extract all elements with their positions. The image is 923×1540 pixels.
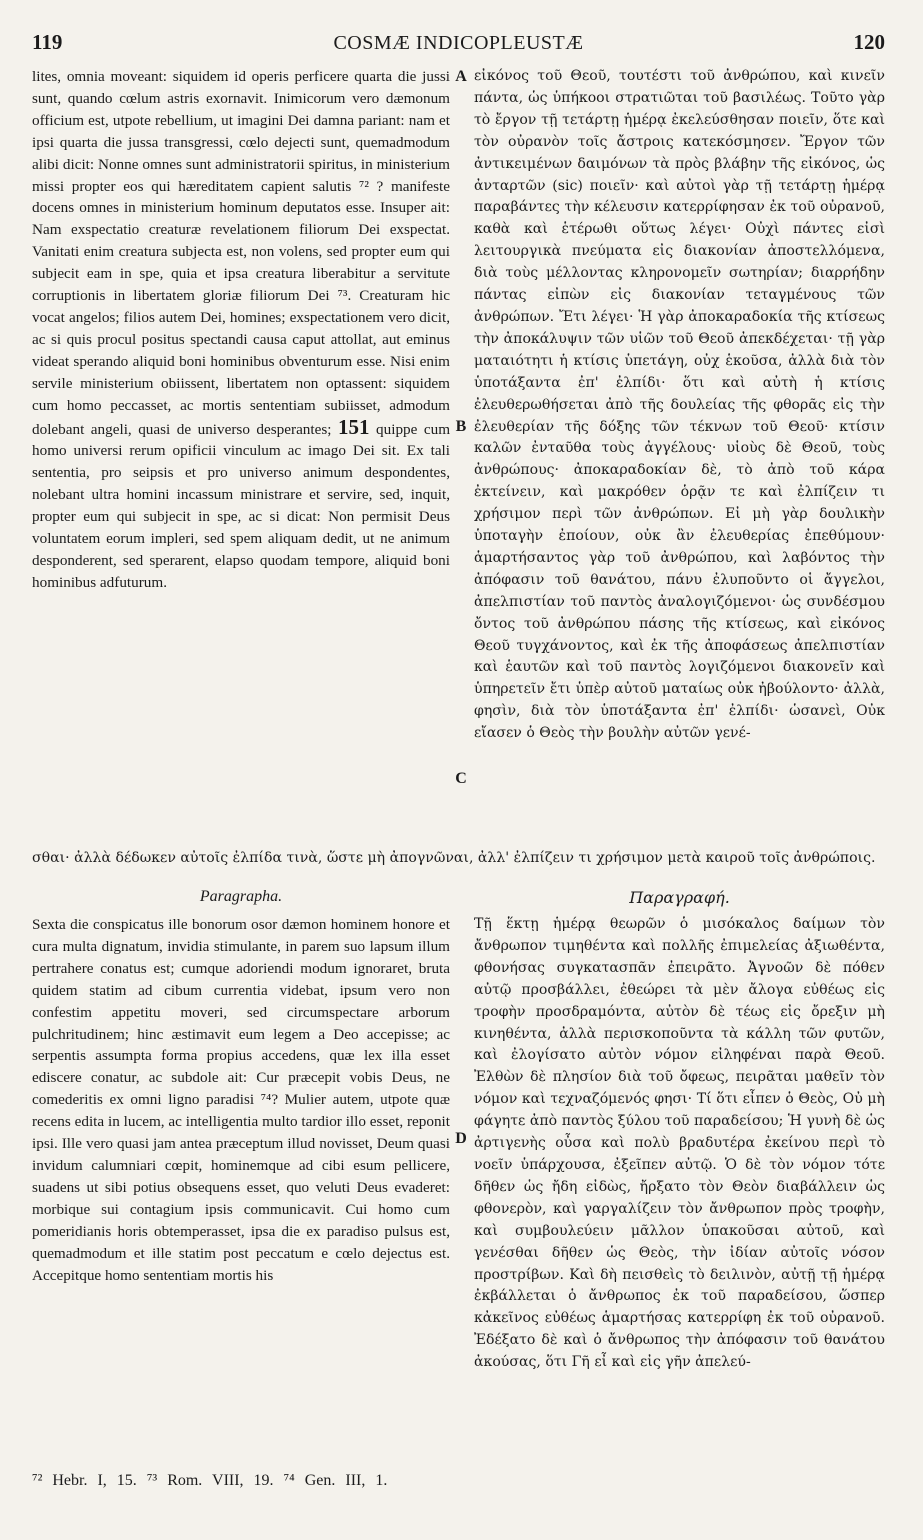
running-title: COSMÆ INDICOPLEUSTÆ <box>333 32 584 54</box>
page-number-left: 119 <box>32 30 63 54</box>
greek-text-top: εἰκόνος τοῦ Θεοῦ, τουτέστι τοῦ ἀνθρώπου, καὶ κινεῖν πάντα, ὡς ὑπήκοοι στρατιῶται τοῦ βασιλέως. Τοῦτο γὰρ τὸ ἔργον τῇ τετάρτῃ ἡμέρᾳ ἐκελεύσθησαν ποιεῖν, ὅτε καὶ τὸν οὐρανὸν τοῖς ἄστροις κατεκόσμησεν. Ἔργον τῶν ἀντικειμένων δαιμόνων τὰ πρὸς βλάβην τῆς εἰκόνος, ὡς ἀνταρτῶν (sic) ποιεῖν· καὶ αὐτοὶ γὰρ τῇ τετάρτῃ ἡμέρᾳ παραβάντες τὴν κέλευσιν κατερρίφησαν ἐκ τοῦ οὐρανοῦ, καθὰ καὶ ἑτέρωθι οὕτως λέγει· Οὐχὶ πάντες εἰσὶ λειτουργικὰ πνεύματα εἰς διακονίαν ἀποστελλόμενα, διὰ τοὺς μέλλοντας κληρονομεῖν σωτηρίαν; διαρρήδην πάντας εἰπὼν εἰς διακονίαν τεταγμένους τῶν ἀνθρώπων. Ἔτι λέγει· Ἡ γὰρ ἀποκαραδοκία τῆς κτίσεως τὴν ἀποκάλυψιν τῶν υἱῶν τοῦ Θεοῦ ἀπεκδέχεται· τῇ γὰρ ματαιότητι ἡ κτίσις ὑπετάγη, οὐχ ἑκοῦσα, ἀλλὰ διὰ τὸν ὑποτάξαντα ἐπ' ἐλπίδι· ὅτι καὶ αὐτὴ ἡ κτίσις ἐλευθερωθήσεται ἀπὸ τῆς δουλείας τῆς φθορᾶς εἰς τὴν ἐλευθερίαν τῆς δόξης τῶν τέκνων τοῦ Θεοῦ· κτίσιν καλῶν ἐνταῦθα τοὺς ἀγγέλους· υἱοὺς δὲ Θεοῦ, τοὺς ἀνθρώπους· ἀποκαραδοκίαν δὲ, τὸ ἀπὸ τοῦ κάρα ἐκτείνειν, καὶ μακρόθεν ὁρᾷν τε καὶ ἐλπίζειν τι χρήσιμον περὶ τῶν ἀνθρώπων. Εἰ μὴ γὰρ δουλικὴν ὑποταγὴν ἐποίουν, οὐκ ἂν ἐλευθερίας ἐπεθύμουν· ἁμαρτήσαντος γὰρ τοῦ ἀνθρώπου, καὶ λαβόντος τὴν ἀπόφασιν τοῦ θανάτου, πάνυ ἐλυποῦντο οἱ ἄγγελοι, ἀπελπιστίαν τοῦ παντὸς ἀναλογιζόμενοι· ὡς συνδέσμου ὄντος τοῦ ἀνθρώπου πάσης τῆς κτίσεως, καὶ εἰκόνος Θεοῦ τυγχάνοντος, καὶ ἐκ τῆς ἀποφάσεως ἀπελπιστίαν καὶ ἑαυτῶν καὶ τοῦ παντὸς λογιζόμενοι διακονεῖν καὶ ὑπηρετεῖν ἔτι ὑπὲρ αὐτοῦ ματαίως οὐκ ἠβούλοντο· ἀλλὰ, φησὶν, διὰ τὸν ὑποτάξαντα ἐπ' ἐλπίδι· ὡσανεὶ, Οὐκ εἴασεν ὁ Θεὸς τὴν βουλὴν αὐτῶν γενέ- <box>474 68 885 742</box>
footnotes <box>32 1472 452 1490</box>
footnote: ⁷² Hebr. I, 15. <box>32 1472 137 1489</box>
latin-column-bottom <box>32 914 450 1454</box>
page-header <box>32 30 885 60</box>
paragraph-heading-greek: Παραγραφή. <box>629 888 730 907</box>
latin-column-top <box>32 66 450 846</box>
section-marker-c: C <box>455 770 467 787</box>
footnote: ⁷³ Rom. VIII, 19. <box>146 1472 274 1489</box>
section-marker-b: B <box>455 418 467 435</box>
latin-text-part-2: quippe cum homo universi rerum opificii vinculum ac imago Dei sit. Ex tali sententia, pro seipsis et pro universo animum despondentes, nolebant ultra homini incassum ministrare et servire, sed, inquit, propter eum qui subjecit in spe, ac si dicat: Non permisit Deus voluntatem eorum impleri, sed spem aliquam dedit, ut ne animum desponderent, sed sperarent, elapso quodam tempore, aliquid boni hominibus adfuturum. <box>32 420 450 591</box>
paragraph-heading-latin: Paragrapha. <box>199 888 283 905</box>
section-marker-a: A <box>455 68 467 85</box>
spanning-greek-line: σθαι· ἀλλὰ δέδωκεν αὐτοῖς ἐλπίδα τινὰ, ὥστε μὴ ἀπογνῶναι, ἀλλ' ἐλπίζειν τι χρήσιμον μετὰ καιροῦ τοῖς ἀνθρώποις. <box>32 850 876 866</box>
greek-column-top <box>474 66 885 846</box>
latin-text-bottom: Sexta die conspicatus ille bonorum osor dæmon hominem honore et cura multa dignatum, invidia stimulante, in parem suo lapsum illum pertrahere conatus est; cumque adoriendi modum ignoraret, bruta quidem statim ad cibum currentia videbat, ipsum vero non confestim appetitu moveri, sed circumspectare arborum pulchritudinem; hinc æstimavit eum legem a Deo accepisse; ac serpentis assumpta forma propius accedens, quæ lex illa esset ediscere conatur, ac subdole ait: Cur præcepit vobis Deus, ne comederitis ex omni ligno paradisi ⁷⁴? Mulier autem, utpote quæ recens edita in lucem, ac intelligentia multo tardior illo esset, reponit ipsi. Ille vero quasi jam antea præceptum illud novisset, Deum quasi invidum calumniari cœpit, hominemque ad cibi esum pellicere, suadens ut sibi potius obsequens esset, quo veluti Deus evaderet: morbique sui contagium ipsis communicavit. Cui homo cum pomeridianis horis obtemperasset, ipsa die ex paradiso pulsus est, quemadmodum et ille statim post peccatum e cœlo dejectus est. Accepitque homo sententiam mortis his <box>32 916 450 1284</box>
section-marker-d: D <box>455 1130 467 1147</box>
column-number: 151 <box>338 414 370 439</box>
greek-text-bottom: Τῇ ἕκτῃ ἡμέρᾳ θεωρῶν ὁ μισόκαλος δαίμων τὸν ἄνθρωπον τιμηθέντα καὶ πολλῆς ἐπιμελείας ἀξιωθέντα, φθονήσας συγκατασπᾶν ἐπειρᾶτο. Ἀγνοῶν δὲ πόθεν αὐτῷ προσβάλλει, ἐθεώρει τὰ μὲν ἄλογα εὐθέως εἰς τροφὴν προσδραμόντα, αὐτὸν δὲ τέως εἰς ὄρεξιν μὴ κινηθέντα, ἀλλὰ περισκοποῦντα τὰ κάλλη τῶν φυτῶν, καὶ ἐλογίσατο αὐτὸν νόμον εἰληφέναι παρὰ Θεοῦ. Ἐλθὼν δὲ πλησίον διὰ τοῦ ὄφεως, πειρᾶται μαθεῖν τὸν νόμον καὶ τεχναζόμενός φησι· Τί ὅτι εἶπεν ὁ Θεὸς, Οὐ μὴ φάγητε ἀπὸ παντὸς ξύλου τοῦ παραδείσου; Ἡ γυνὴ δὲ ὡς ἀρτιγενὴς οὖσα καὶ πολὺ βραδυτέρα ἐκείνου περὶ τὸ νοεῖν ὑπάρχουσα, ἐξεῖπεν αὐτῷ. Ὁ δὲ τὸν νόμον τότε δῆθεν ὡς ἤδη εἰδὼς, ἤρξατο τὸν Θεὸν διαβάλλειν ὡς φθονερὸν, καὶ γαργαλίζειν τὸν ἄνθρωπον πρὸς τροφὴν, καὶ συμβουλεύειν μᾶλλον ὑπακοῦσαι αὐτοῦ, καὶ γενέσθαι δῆθεν ὡς Θεὸς, τὴν ἰδίαν αὐτοῖς νόσον προστρίβων. Καὶ δὴ πεισθεὶς τὸ δειλινὸν, αὐτῇ τῇ ἡμέρᾳ ἐκβάλλεται ὁ ἄνθρωπος ἐκ τοῦ παραδείσου, ὥσπερ κἀκεῖνος εὐθέως ἁμαρτήσας κατερρίφη ἐκ τοῦ οὐρανοῦ. Ἐδέξατο δὲ καὶ ὁ ἄνθρωπος τὴν ἀπόφασιν τοῦ θανάτου ἀκούσας, ὅτι Γῆ εἶ καὶ εἰς γῆν ἀπελεύ- <box>474 916 885 1371</box>
greek-column-bottom <box>474 914 885 1504</box>
footnote: ⁷⁴ Gen. III, 1. <box>283 1472 388 1489</box>
page-number-right: 120 <box>853 30 885 54</box>
latin-text-part-1: lites, omnia moveant: siquidem id operis perficere quarta die jussi sunt, quando cœlum astris exornavit. Inimicorum vero dæmonum officium est, utpote rebellium, ut imagini Dei damna pariant: nam et ipsi quarta die jussa transgressi, cœlo dejecti sunt, quemadmodum alibi dicit: Nonne omnes sunt administratorii spiritus, in ministerium missi propter eos qui hæreditatem capient salutis ⁷² ? manifeste docens omnes in ministerium hominum deputatos esse. Insuper ait: Nam exspectatio creaturæ revelationem filiorum Dei exspectat. Vanitati enim creatura subjecta est, non volens, sed propter eum qui subjecit eam in spe, quia et ipsa creatura liberabitur a servitute corruptionis in libertatem gloriæ filiorum Dei ⁷³. Creaturam hic vocat angelos; filios autem Dei, homines; exspectationem vero dicit, ac si quis procul positus spectandi causa caput attollat, aut eminus videat sperando aliquid boni hominibus obventurum esse. Nisi enim servile ministerium obiissent, libertatem non optassent: siquidem cum homo peccasset, ac mortis sententiam subiisset, admodum dolebant angeli, quasi de universo desperantes; <box>32 68 450 438</box>
